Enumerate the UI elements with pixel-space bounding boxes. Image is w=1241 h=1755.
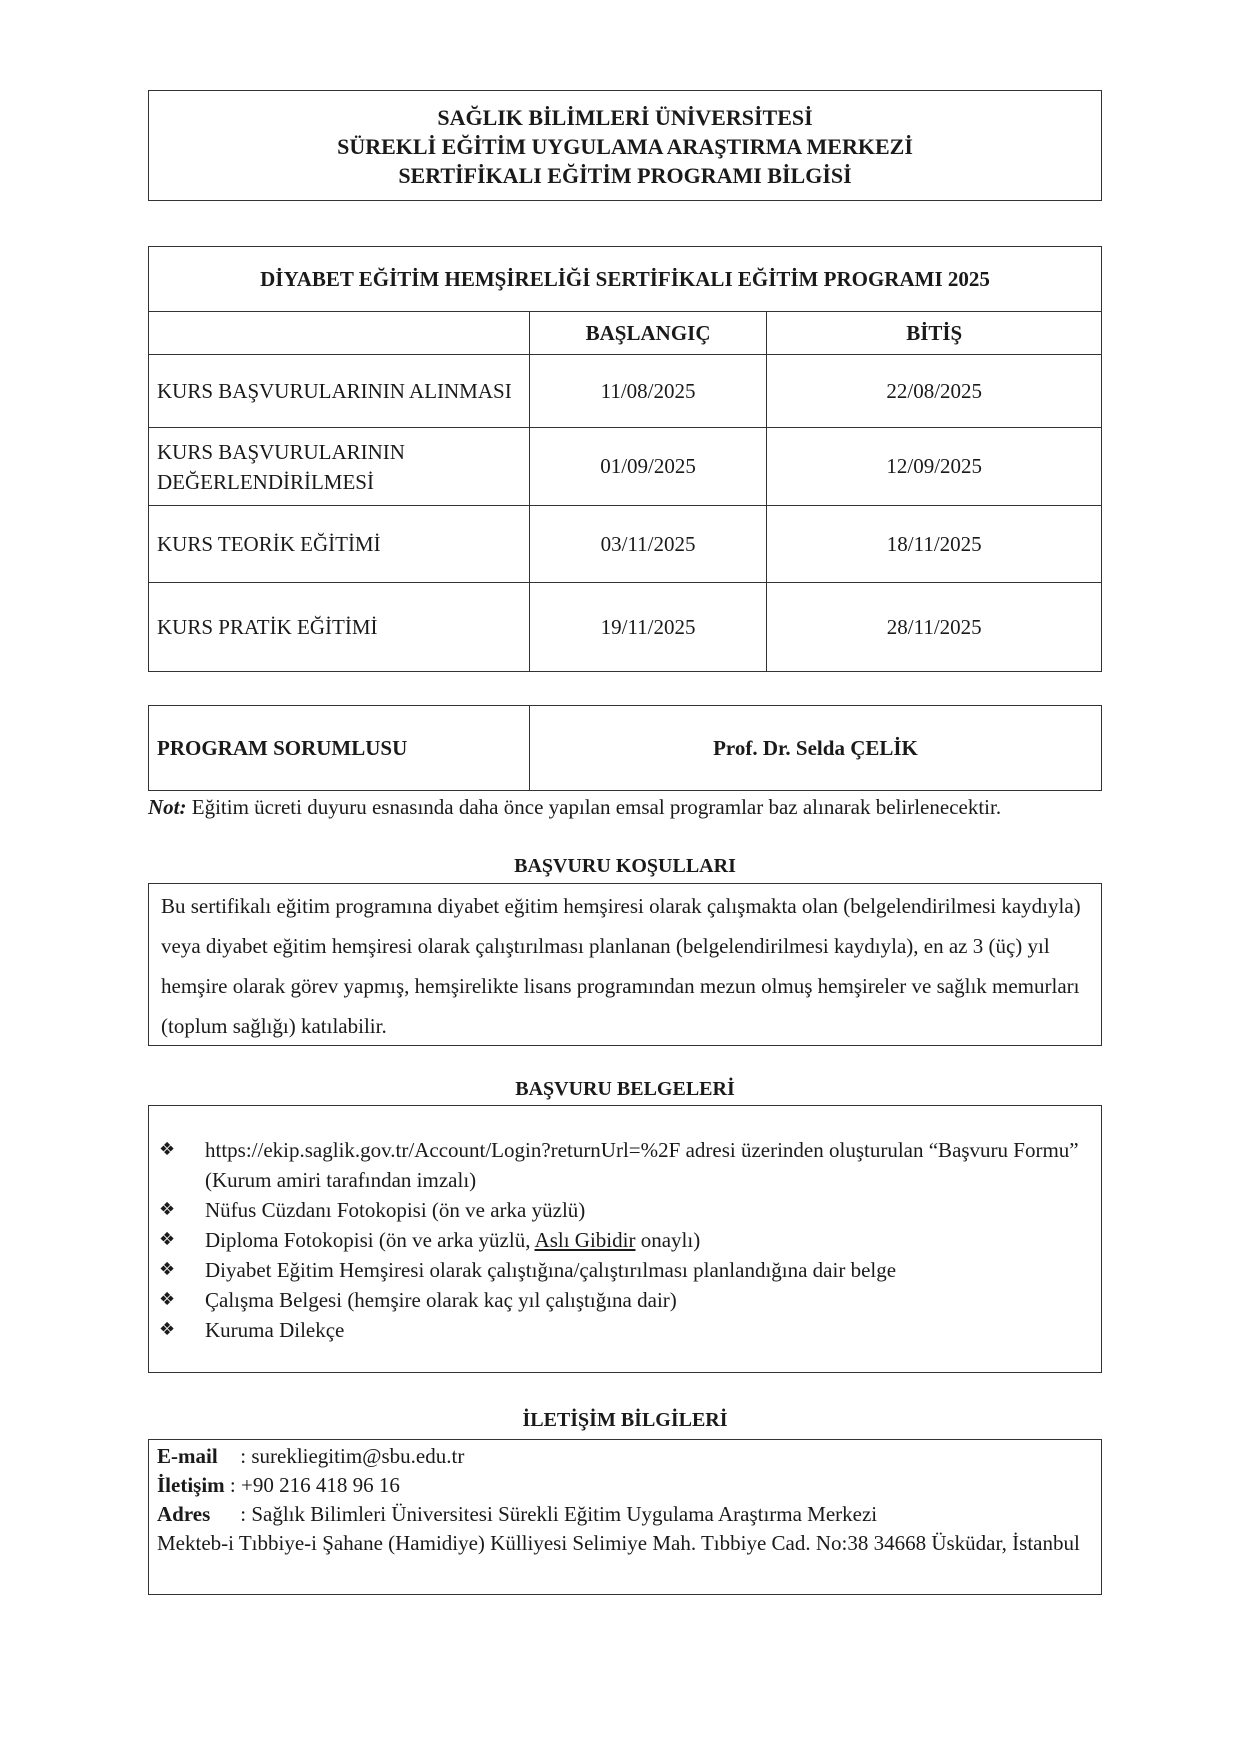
start-column-header: BAŞLANGIÇ: [529, 312, 767, 355]
program-title: DİYABET EĞİTİM HEMŞİRELİĞİ SERTİFİKALI EĞİTİM PROGRAMI 2025: [149, 247, 1102, 312]
table-row: [149, 428, 1102, 506]
list-item: [159, 1195, 1091, 1225]
documents-box: [148, 1105, 1102, 1373]
diamond-bullet-icon: ❖: [159, 1199, 176, 1220]
row-label: KURS BAŞVURULARININ ALINMASI: [149, 355, 530, 428]
documents-heading: BAŞVURU BELGELERİ: [515, 1078, 735, 1100]
documents-list: [159, 1135, 1091, 1345]
phone-value: : +90 216 418 96 16: [224, 1473, 400, 1497]
empty-header-cell: [149, 312, 530, 355]
email-label: E-mail: [157, 1444, 218, 1468]
diamond-bullet-icon: ❖: [159, 1289, 176, 1310]
table-row: [149, 506, 1102, 583]
conditions-text: Bu sertifikalı eğitim programına diyabet eğitim hemşiresi olarak çalışmakta olan (belgelendirilmesi kaydıyla) veya diyabet eğitim hemşiresi olarak çalıştırılması planlanan (belgelendirilmesi kaydıyla), en az 3 (üç) yıl hemşire olarak görev yapmış, hemşirelikte lisans programından mezun olmuş hemşireler ve sağlık memurları (toplum sağlığı) katılabilir.: [148, 883, 1102, 1046]
responsible-label: PROGRAM SORUMLUSU: [149, 706, 530, 790]
row-end-date: 22/08/2025: [767, 355, 1102, 428]
row-start-date: 03/11/2025: [529, 506, 767, 583]
university-name: SAĞLIK BİLİMLERİ ÜNİVERSİTESİ: [437, 105, 813, 130]
address-value: : Sağlık Bilimleri Üniversitesi Sürekli Eğitim Uygulama Araştırma Merkezi: [235, 1502, 878, 1526]
program-responsible-box: [148, 705, 1102, 791]
responsible-name: Prof. Dr. Selda ÇELİK: [713, 735, 918, 760]
row-start-date: 01/09/2025: [529, 428, 767, 506]
address-line: [157, 1500, 1093, 1529]
row-start-date: 19/11/2025: [529, 583, 767, 672]
certified-copy-text: Aslı Gibidir: [534, 1228, 636, 1252]
document-item-text: Nüfus Cüzdanı Fotokopisi (ön ve arka yüzlü): [205, 1198, 586, 1222]
fee-note: [148, 795, 1108, 820]
list-item: [159, 1255, 1091, 1285]
list-item: [159, 1315, 1091, 1345]
row-end-date: 28/11/2025: [767, 583, 1102, 672]
table-row: [149, 583, 1102, 672]
row-end-date: 12/09/2025: [767, 428, 1102, 506]
diamond-bullet-icon: ❖: [159, 1319, 176, 1340]
list-item: [159, 1135, 1091, 1195]
list-item: [159, 1225, 1091, 1255]
document-item-text: onaylı): [635, 1228, 701, 1252]
conditions-heading: BAŞVURU KOŞULLARI: [514, 855, 736, 877]
document-title: SERTİFİKALI EĞİTİM PROGRAMI BİLGİSİ: [398, 163, 852, 188]
row-label: KURS TEORİK EĞİTİMİ: [149, 506, 530, 583]
diamond-bullet-icon: ❖: [159, 1259, 176, 1280]
document-item-text: Diploma Fotokopisi (ön ve arka yüzlü,: [205, 1228, 535, 1252]
list-item: [159, 1285, 1091, 1315]
email-line: [157, 1442, 1093, 1471]
center-name: SÜREKLİ EĞİTİM UYGULAMA ARAŞTIRMA MERKEZİ: [337, 134, 913, 159]
phone-label: İletişim: [157, 1473, 225, 1497]
diamond-bullet-icon: ❖: [159, 1139, 176, 1160]
email-value: : surekliegitim@sbu.edu.tr: [235, 1444, 465, 1468]
row-start-date: 11/08/2025: [529, 355, 767, 428]
diamond-bullet-icon: ❖: [159, 1229, 176, 1250]
address-line-2: Mekteb-i Tıbbiye-i Şahane (Hamidiye) Külliyesi Selimiye Mah. Tıbbiye Cad. No:38 34668 Üsküdar, İstanbul: [157, 1531, 1080, 1555]
address-label: Adres: [157, 1502, 211, 1526]
document-item-text: https://ekip.saglik.gov.tr/Account/Login?returnUrl=%2F adresi üzerinden oluşturulan “Başvuru Formu” (Kurum amiri tarafından imzalı): [205, 1138, 1079, 1192]
schedule-table: [148, 246, 1102, 672]
document-header: [148, 90, 1102, 201]
document-item-text: Kuruma Dilekçe: [205, 1318, 345, 1342]
note-label: Not:: [148, 795, 187, 819]
end-column-header: BİTİŞ: [767, 312, 1102, 355]
table-row: [149, 355, 1102, 428]
row-label: KURS PRATİK EĞİTİMİ: [149, 583, 530, 672]
row-label: KURS BAŞVURULARININ DEĞERLENDİRİLMESİ: [149, 428, 530, 506]
row-end-date: 18/11/2025: [767, 506, 1102, 583]
contact-heading: İLETİŞİM BİLGİLERİ: [522, 1409, 728, 1431]
document-item-text: Çalışma Belgesi (hemşire olarak kaç yıl çalıştığına dair): [205, 1288, 677, 1312]
note-text: Eğitim ücreti duyuru esnasında daha önce yapılan emsal programlar baz alınarak belirlenecektir.: [186, 795, 1002, 819]
phone-line: [157, 1471, 1093, 1500]
document-item-text: Diyabet Eğitim Hemşiresi olarak çalıştığına/çalıştırılması planlandığına dair belge: [205, 1258, 897, 1282]
contact-box: [148, 1439, 1102, 1595]
